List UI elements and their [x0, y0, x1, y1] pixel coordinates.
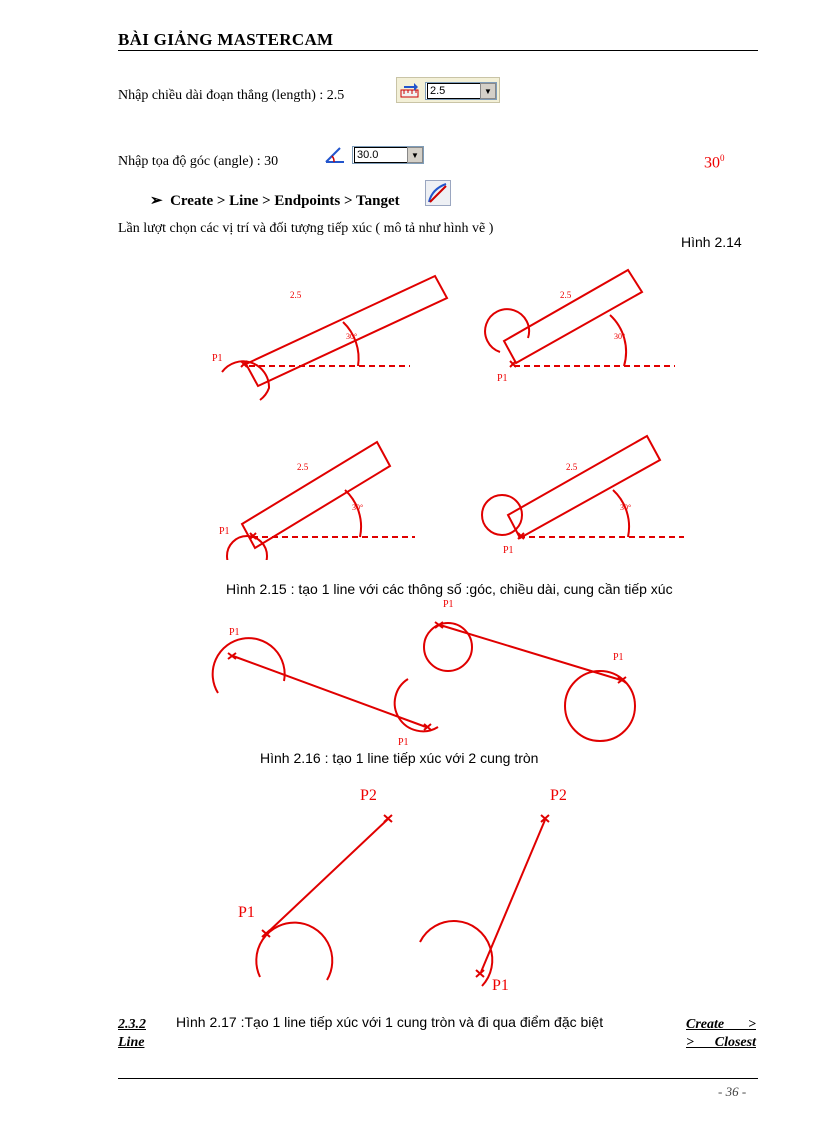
fig215-panel-1	[222, 276, 447, 400]
fig217-p2-label-2: P2	[550, 787, 567, 804]
page-number: - 36 -	[718, 1084, 747, 1099]
fig-2-16-caption: Hình 2.16 : tạo 1 line tiếp xúc với 2 cung tròn	[260, 750, 539, 766]
fig-2-16-drawing	[200, 595, 660, 755]
command-ref-line1: Create >	[686, 1017, 756, 1032]
fig215-angle-label-2: 30°	[614, 332, 626, 341]
section-word: Line	[118, 1035, 145, 1050]
fig215-angle-label-4: 30°	[620, 503, 632, 512]
fig-2-15-drawing	[200, 260, 700, 560]
fig217-p1-label-1: P1	[238, 904, 255, 921]
fig215-p1-label-3: P1	[219, 526, 230, 537]
fig215-angle-label-3: 30°	[352, 503, 364, 512]
angle-combo[interactable]	[352, 146, 424, 164]
fig215-p1-label-4: P1	[503, 545, 514, 556]
chevron-down-icon[interactable]: ▼	[407, 147, 423, 163]
fig215-p1-label-1: P1	[212, 353, 223, 364]
command-text: Create > Line > Endpoints > Tanget	[170, 193, 400, 209]
fig215-length-label-4: 2.5	[566, 462, 578, 472]
fig215-length-label-2: 2.5	[560, 290, 572, 300]
command-ref-line2: > Closest	[686, 1035, 756, 1050]
angle-side-note-value: 30	[704, 154, 720, 172]
section-heading	[118, 1016, 146, 1052]
command-line	[150, 191, 400, 210]
fig215-length-label-1: 2.5	[290, 290, 302, 300]
fig215-panel-2	[485, 270, 675, 367]
fig216-p1-label-3: P1	[443, 599, 454, 610]
length-toolbar	[396, 77, 500, 103]
bullet-icon: ➢	[150, 193, 163, 209]
fig215-angle-label-1: 30°	[346, 332, 358, 341]
angle-side-note-sup: 0	[720, 153, 725, 163]
chevron-down-icon[interactable]: ▼	[480, 83, 496, 99]
page-header-title: BÀI GIẢNG MASTERCAM	[118, 30, 334, 49]
instruction-text: Lần lượt chọn các vị trí và đối tượng tiếp xúc ( mô tả như hình vẽ )	[118, 221, 494, 236]
fig217-p2-label-1: P2	[360, 787, 377, 804]
footer-rule	[118, 1078, 758, 1079]
fig-2-17-caption: Hình 2.17 :Tạo 1 line tiếp xúc với 1 cung tròn và đi qua điểm đặc biệt	[176, 1014, 604, 1030]
length-instruction: Nhập chiều dài đoạn thẳng (length) : 2.5	[118, 88, 345, 103]
command-ref	[686, 1016, 756, 1052]
fig215-length-label-3: 2.5	[297, 462, 309, 472]
angle-instruction: Nhập tọa độ góc (angle) : 30	[118, 154, 279, 169]
fig-2-17-drawing	[230, 780, 610, 1000]
length-combo-value[interactable]: 2.5	[427, 83, 480, 99]
angle-side-note	[704, 153, 725, 172]
length-combo[interactable]	[425, 82, 497, 100]
fig215-panel-4	[482, 436, 684, 539]
length-icon	[400, 81, 420, 99]
tangent-line-icon	[425, 180, 451, 206]
angle-combo-value[interactable]: 30.0	[354, 147, 407, 163]
header-rule	[118, 50, 758, 51]
section-number: 2.3.2	[118, 1017, 146, 1032]
fig215-panel-3	[227, 442, 415, 560]
fig215-p1-label-2: P1	[497, 373, 508, 384]
angle-toolbar	[322, 143, 427, 167]
angle-icon	[324, 145, 346, 165]
fig217-p1-label-2: P1	[492, 977, 509, 994]
fig216-p1-label-4: P1	[613, 652, 624, 663]
fig-2-14-caption: Hình 2.14	[681, 234, 742, 250]
fig-2-15-caption: Hình 2.15 : tạo 1 line với các thông số :góc, chiều dài, cung cần tiếp xúc	[226, 581, 673, 597]
fig216-p1-label-2: P1	[398, 737, 409, 748]
fig216-p1-label-1: P1	[229, 627, 240, 638]
